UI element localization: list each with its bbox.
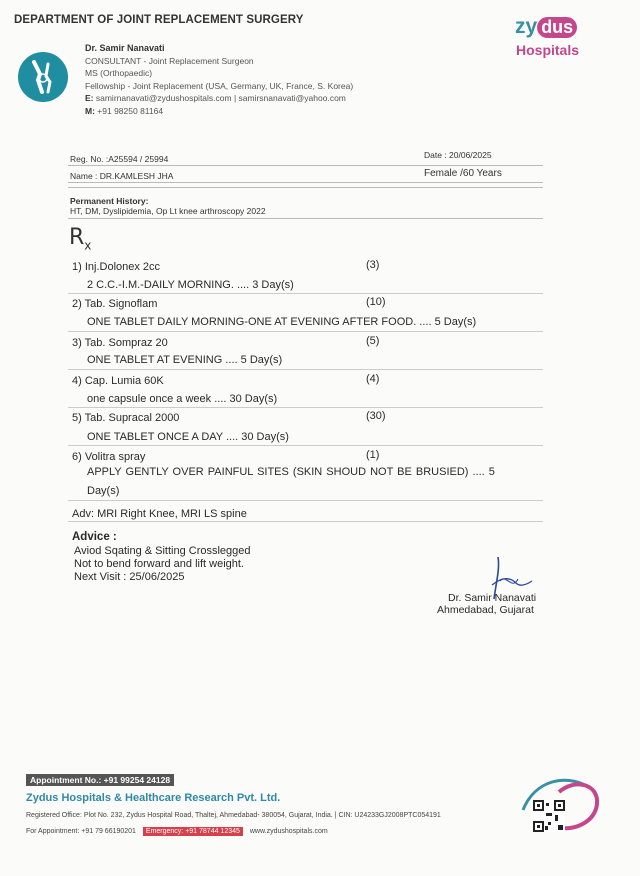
advice-label: Advice : — [72, 531, 117, 543]
medicine-instruction: ONE TABLET AT EVENING .... 5 Day(s) — [87, 354, 283, 366]
medicine-instruction-continued: Day(s) — [87, 485, 120, 497]
divider — [68, 445, 543, 446]
doctor-degree: MS (Orthopaedic) — [85, 68, 153, 79]
advice-line: Not to bend forward and lift weight. — [74, 558, 244, 570]
divider — [68, 187, 543, 188]
knee-emblem-icon — [18, 52, 68, 102]
signature-name: Dr. Samir Nanavati — [448, 592, 537, 604]
zydus-logo — [510, 15, 600, 65]
medicine-qty: (3) — [366, 259, 380, 271]
history-value: HT, DM, Dyslipidemia, Op Lt knee arthroscopy 2022 — [70, 206, 266, 216]
medicine-qty: (10) — [366, 296, 386, 308]
for-appointment: For Appointment: +91 79 66190201 — [26, 828, 136, 835]
next-visit: Next Visit : 25/06/2025 — [74, 571, 185, 583]
rx-symbol — [69, 225, 91, 252]
medicine-qty: (5) — [366, 335, 380, 347]
reg-no: Reg. No. :A25594 / 25994 — [70, 154, 169, 164]
qr-code-icon — [533, 800, 565, 832]
medicine-qty: (30) — [366, 410, 386, 422]
logo-zy: zy — [515, 15, 538, 38]
company-name: Zydus Hospitals & Healthcare Research Pvt. Ltd. — [26, 792, 281, 804]
medicine-name: 1) Inj.Dolonex 2cc — [72, 261, 161, 273]
signature-place: Ahmedabad, Gujarat — [437, 604, 534, 616]
doctor-fellowship: Fellowship - Joint Replacement (USA, Germany, UK, France, S. Korea) — [85, 80, 354, 91]
emergency-number: Emergency: +91 78744 12345 — [143, 827, 243, 836]
medicine-name: 6) Volitra spray — [72, 451, 146, 463]
medicine-name: 4) Cap. Lumia 60K — [72, 375, 164, 387]
medicine-instruction: 2 C.C.-I.M.-DAILY MORNING. .... 3 Day(s) — [87, 279, 294, 291]
medicine-instruction: ONE TABLET ONCE A DAY .... 30 Day(s) — [87, 431, 289, 443]
divider — [68, 218, 543, 219]
medicine-instruction: one capsule once a week .... 30 Day(s) — [87, 393, 278, 405]
advised-tests: Adv: MRI Right Knee, MRI LS spine — [72, 508, 247, 520]
website-link[interactable]: www.zydushospitals.com — [249, 828, 328, 835]
doctor-name: Dr. Samir Nanavati — [85, 43, 165, 53]
doctor-email: samirnanavati@zydushospitals.com | samirsnanavati@yahoo.com — [95, 93, 346, 104]
rx-r: R — [69, 225, 85, 250]
registered-office: Registered Office: Plot No. 232, Zydus Hospital Road, Thaltej, Ahmedabad- 380054, Gujarat, India. | CIN: U24233GJ2008PTC054191 — [26, 812, 441, 819]
patient-gender-age: Female /60 Years — [424, 168, 502, 179]
department-title: DEPARTMENT OF JOINT REPLACEMENT SURGERY — [14, 14, 304, 26]
doctor-title: CONSULTANT - Joint Replacement Surgeon — [85, 55, 254, 66]
visit-date: Date : 20/06/2025 — [424, 150, 492, 160]
doctor-mobile: +91 98250 81164 — [97, 105, 164, 116]
divider — [68, 500, 543, 501]
email-label: E: — [85, 93, 94, 104]
medicine-qty: (1) — [366, 449, 380, 461]
logo-dus: dus — [537, 17, 577, 38]
divider — [68, 165, 543, 166]
medicine-instruction: ONE TABLET DAILY MORNING-ONE AT EVENING AFTER FOOD. .... 5 Day(s) — [87, 316, 477, 328]
history-label: Permanent History: — [70, 196, 149, 206]
divider — [68, 521, 543, 522]
logo-hospitals: Hospitals — [516, 42, 580, 58]
medicine-qty: (4) — [366, 373, 380, 385]
patient-name: Name : DR.KAMLESH JHA — [70, 171, 174, 181]
divider — [68, 407, 543, 408]
medicine-name: 5) Tab. Supracal 2000 — [72, 412, 180, 424]
divider — [68, 331, 543, 332]
divider — [68, 182, 543, 183]
divider — [68, 369, 543, 370]
appointment-number: Appointment No.: +91 99254 24128 — [26, 774, 174, 786]
medicine-instruction: APPLY GENTLY OVER PAINFUL SITES (SKIN SHOUD NOT BE BRUSIED) .... 5 — [87, 466, 495, 478]
mobile-label: M: — [85, 105, 95, 116]
advice-line: Aviod Sqating & Sitting Crosslegged — [74, 545, 251, 557]
contact-line — [26, 827, 328, 836]
doctor-details — [85, 42, 353, 118]
divider — [68, 293, 543, 294]
rx-x: x — [84, 238, 92, 253]
medicine-name: 2) Tab. Signoflam — [72, 298, 158, 310]
medicine-name: 3) Tab. Sompraz 20 — [72, 337, 168, 349]
